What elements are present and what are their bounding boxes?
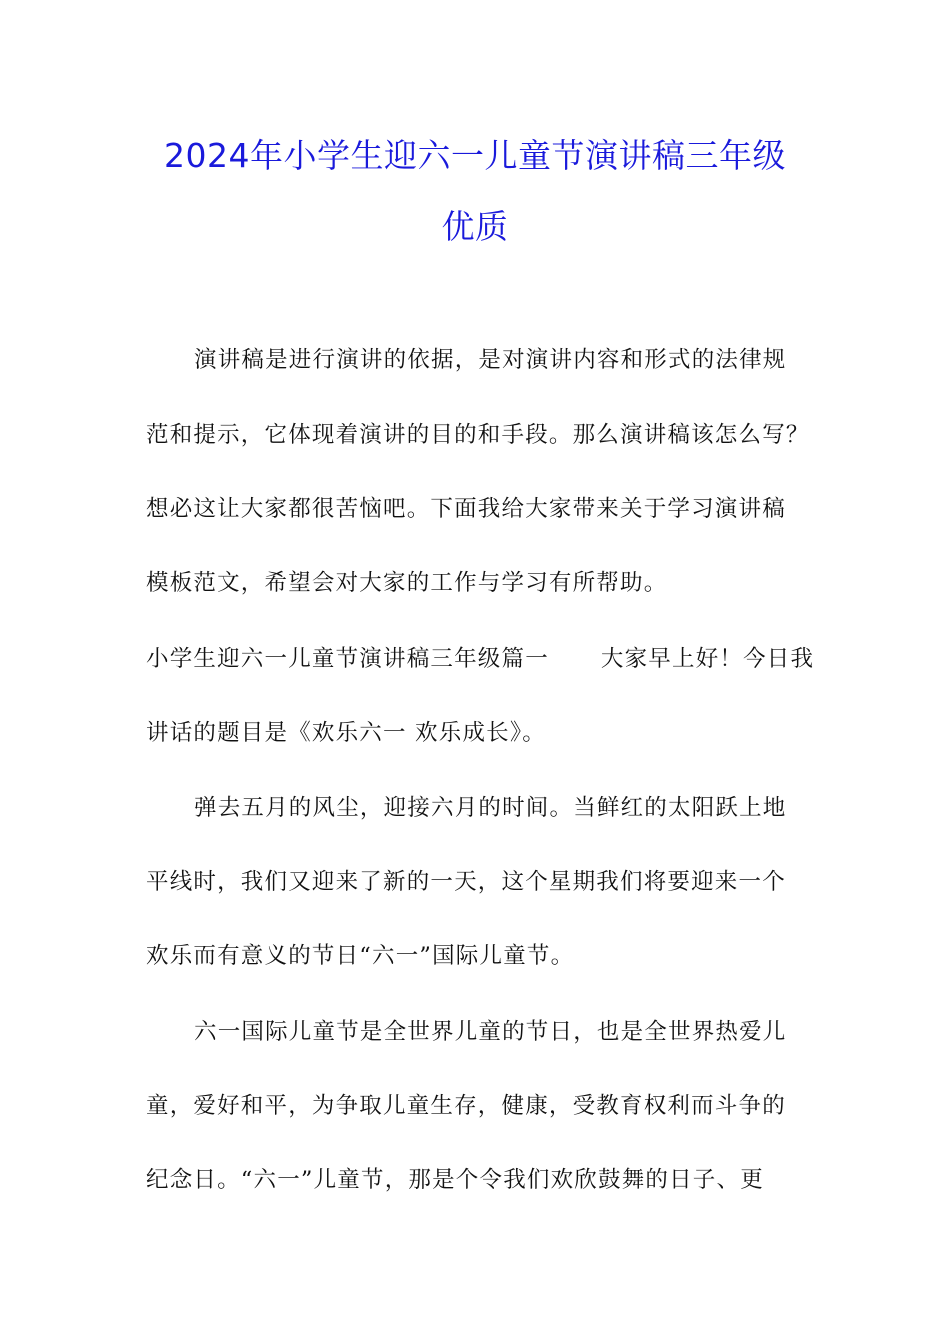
para2-line-1: 弹去五月的风尘，迎接六月的时间。当鲜红的太阳跃上地: [194, 795, 787, 821]
intro-line-2: 范和提示，它体现着演讲的目的和手段。那么演讲稿该怎么写？: [146, 422, 810, 448]
intro-line-3: 想必这让大家都很苦恼吧。下面我给大家带来关于学习演讲稿: [146, 496, 786, 522]
para3-line-1: 六一国际儿童节是全世界儿童的节日，也是全世界热爱儿: [194, 1019, 787, 1045]
para2-line-2: 平线时，我们又迎来了新的一天，这个星期我们将要迎来一个: [146, 869, 786, 895]
para2-line-3: 欢乐而有意义的节日“六一”国际儿童节。: [146, 943, 575, 969]
section-heading: 小学生迎六一儿童节演讲稿三年级篇一: [146, 646, 549, 672]
intro-line-4: 模板范文，希望会对大家的工作与学习有所帮助。: [146, 570, 668, 596]
document-title-line-1: 2024年小学生迎六一儿童节演讲稿三年级: [164, 136, 786, 175]
document-title-line-2: 优质: [441, 207, 509, 246]
para3-line-2: 童，爱好和平，为争取儿童生存，健康，受教育权利而斗争的: [146, 1093, 786, 1119]
intro-line-1: 演讲稿是进行演讲的依据，是对演讲内容和形式的法律规: [194, 347, 787, 373]
section-first-line: [146, 644, 846, 674]
section-line-2: 讲话的题目是《欢乐六一 欢乐成长》。: [146, 720, 547, 746]
para3-line-3: 纪念日。“六一”儿童节，那是个令我们欢欣鼓舞的日子、更: [146, 1167, 764, 1193]
section-greeting: 大家早上好！今日我: [600, 646, 815, 672]
